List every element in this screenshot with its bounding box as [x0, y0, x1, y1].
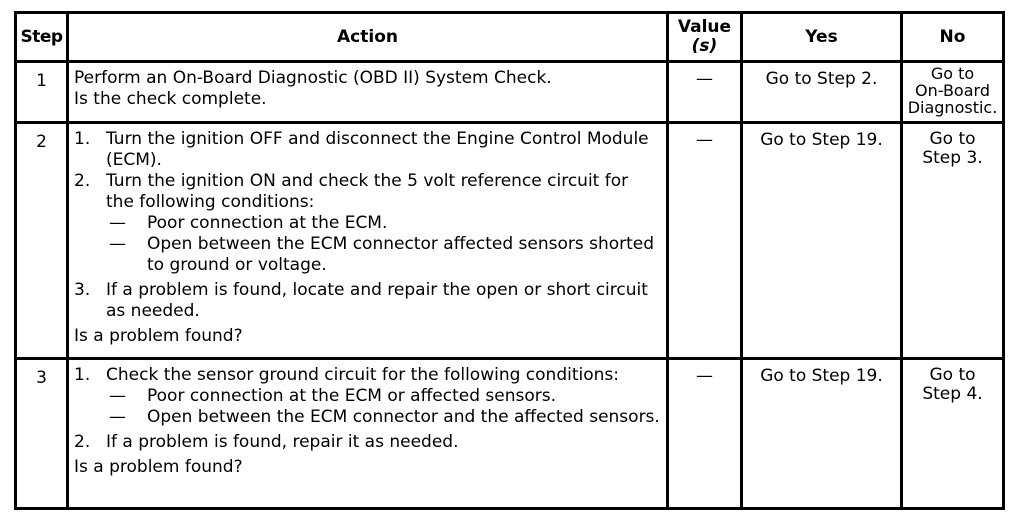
no-line: On-Board	[915, 81, 990, 100]
item-text: Check the sensor ground circuit for the following conditions:	[106, 365, 619, 385]
action-cell	[68, 359, 668, 509]
action-item	[74, 280, 660, 322]
action-cell	[68, 123, 668, 359]
step-number: 2	[16, 123, 68, 359]
action-item	[74, 129, 660, 171]
action-question: Is a problem found?	[74, 326, 243, 346]
no-cell	[902, 359, 1004, 509]
header-action: Action	[68, 13, 668, 62]
header-value-line1: Value	[677, 17, 732, 37]
item-number: 2.	[74, 171, 91, 191]
no-line: Go to	[930, 64, 975, 83]
action-item	[74, 365, 660, 386]
action-subitem	[109, 386, 660, 407]
header-no: No	[902, 13, 1004, 62]
subitem-text: Open between the ECM connector affected sensors shorted to ground or voltage.	[147, 234, 655, 275]
table-row	[16, 359, 1004, 509]
item-text: Turn the ignition ON and check the 5 volt reference circuit for the following conditions:	[106, 171, 629, 212]
yes-cell: Go to Step 19.	[742, 359, 902, 509]
value-cell: —	[668, 62, 742, 123]
diagnostic-table	[14, 11, 1005, 510]
action-subitem	[109, 407, 660, 428]
no-line: Go to	[929, 365, 976, 385]
item-text: If a problem is found, locate and repair the open or short circuit as needed.	[106, 280, 648, 321]
header-value-line2: (s)	[691, 36, 718, 56]
table-row	[16, 62, 1004, 123]
step-number: 1	[16, 62, 68, 123]
action-item	[74, 171, 660, 213]
action-subitem	[109, 213, 660, 234]
subitem-text: Open between the ECM connector and the affected sensors.	[147, 407, 660, 427]
dash-bullet: —	[109, 407, 126, 427]
no-cell	[902, 62, 1004, 123]
header-step: Step	[16, 13, 68, 62]
no-line: Diagnostic.	[907, 98, 998, 117]
action-cell	[68, 62, 668, 123]
step-number: 3	[16, 359, 68, 509]
table-row	[16, 123, 1004, 359]
action-item	[74, 432, 660, 453]
subitem-text: Poor connection at the ECM or affected sensors.	[147, 386, 557, 406]
dash-bullet: —	[109, 234, 126, 254]
action-question: Is a problem found?	[74, 457, 243, 477]
yes-cell: Go to Step 19.	[742, 123, 902, 359]
no-line: Step 4.	[922, 384, 983, 404]
dash-bullet: —	[109, 213, 126, 233]
header-row	[16, 13, 1004, 62]
header-value	[668, 13, 742, 62]
item-number: 1.	[74, 129, 91, 149]
yes-cell: Go to Step 2.	[742, 62, 902, 123]
item-number: 1.	[74, 365, 91, 385]
action-subitem	[109, 234, 660, 276]
action-text: Perform an On-Board Diagnostic (OBD II) System Check.	[74, 68, 552, 88]
subitem-text: Poor connection at the ECM.	[147, 213, 388, 233]
action-question: Is the check complete.	[74, 89, 267, 109]
no-line: Step 3.	[922, 148, 983, 168]
item-text: If a problem is found, repair it as needed.	[106, 432, 459, 452]
value-cell: —	[668, 123, 742, 359]
value-cell: —	[668, 359, 742, 509]
dash-bullet: —	[109, 386, 126, 406]
no-cell	[902, 123, 1004, 359]
item-number: 2.	[74, 432, 91, 452]
item-number: 3.	[74, 280, 91, 300]
header-yes: Yes	[742, 13, 902, 62]
item-text: Turn the ignition OFF and disconnect the Engine Control Module (ECM).	[106, 129, 649, 170]
no-line: Go to	[929, 129, 976, 149]
